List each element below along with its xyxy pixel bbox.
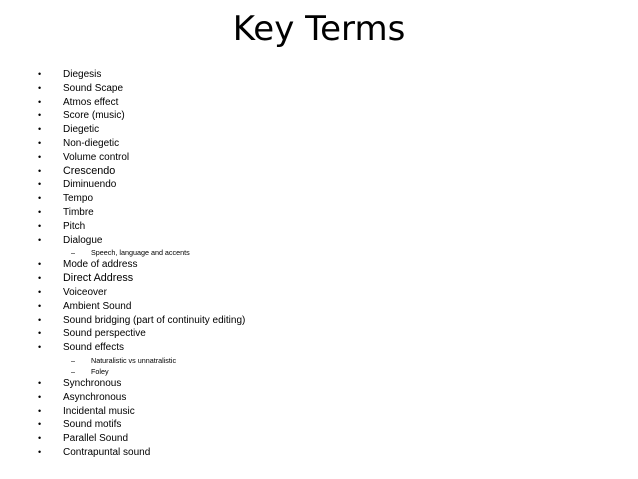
- term-label: Sound motifs: [63, 419, 122, 431]
- bullet-icon: •: [38, 165, 42, 176]
- list-item: [38, 137, 628, 151]
- term-label: Timbre: [63, 206, 94, 218]
- list-item: [38, 234, 628, 248]
- list-item: [38, 68, 628, 82]
- list-item: [38, 286, 628, 300]
- bullet-icon: •: [38, 206, 42, 217]
- bullet-icon: •: [38, 179, 42, 190]
- term-label: Contrapuntal sound: [63, 446, 151, 458]
- list-item: [38, 377, 628, 391]
- list-item: [38, 82, 628, 96]
- list-item: [38, 96, 628, 110]
- bullet-icon: •: [38, 234, 42, 245]
- dash-icon: –: [71, 355, 75, 365]
- list-item: [38, 405, 628, 419]
- list-item: [38, 123, 628, 137]
- bullet-icon: •: [38, 137, 42, 148]
- term-label: Score (music): [63, 110, 125, 122]
- list-item: [38, 178, 628, 192]
- list-item: [38, 272, 628, 286]
- term-label: Synchronous: [63, 377, 122, 389]
- list-item: [38, 391, 628, 405]
- bullet-icon: •: [38, 328, 42, 339]
- term-label: Voiceover: [63, 286, 107, 298]
- bullet-icon: •: [38, 419, 42, 430]
- term-label: Parallel Sound: [63, 433, 129, 445]
- key-terms-list: [38, 68, 628, 460]
- bullet-icon: •: [38, 391, 42, 402]
- bullet-icon: •: [38, 314, 42, 325]
- subterm-label: Naturalistic vs unnatralistic: [91, 355, 177, 365]
- term-label: Sound effects: [63, 342, 124, 354]
- list-item: [38, 206, 628, 220]
- list-item: [38, 327, 628, 341]
- sub-list-item: [38, 355, 628, 366]
- term-label: Sound perspective: [63, 328, 146, 340]
- list-item: [38, 165, 628, 179]
- term-label: Pitch: [63, 220, 86, 232]
- dash-icon: –: [71, 366, 75, 376]
- term-label: Direct Address: [63, 272, 134, 285]
- list-item: [38, 418, 628, 432]
- bullet-icon: •: [38, 193, 42, 204]
- sub-list-item: [38, 366, 628, 377]
- bullet-icon: •: [38, 110, 42, 121]
- bullet-icon: •: [38, 433, 42, 444]
- bullet-icon: •: [38, 405, 42, 416]
- list-item: [38, 446, 628, 460]
- subterm-label: Speech, language and accents: [91, 248, 190, 258]
- list-item: [38, 432, 628, 446]
- term-label: Sound Scape: [63, 82, 124, 94]
- term-label: Crescendo: [63, 164, 116, 177]
- term-label: Non-diegetic: [63, 137, 120, 149]
- term-label: Volume control: [63, 151, 130, 163]
- term-label: Diegesis: [63, 69, 102, 80]
- sub-list-item: [38, 247, 628, 258]
- bullet-icon: •: [38, 69, 42, 79]
- list-item: [38, 192, 628, 206]
- bullet-icon: •: [38, 82, 42, 93]
- list-item: [38, 109, 628, 123]
- list-item: [38, 220, 628, 234]
- bullet-icon: •: [38, 300, 42, 311]
- term-label: Tempo: [63, 193, 94, 205]
- slide-title: Key Terms: [232, 9, 406, 49]
- bullet-icon: •: [38, 220, 42, 231]
- list-item: [38, 258, 628, 272]
- list-item: [38, 151, 628, 165]
- bullet-icon: •: [38, 286, 42, 297]
- term-label: Sound bridging (part of continuity editing): [63, 314, 246, 326]
- term-label: Ambient Sound: [63, 300, 132, 312]
- term-label: Diminuendo: [63, 179, 117, 191]
- term-label: Asynchronous: [63, 391, 127, 403]
- bullet-icon: •: [38, 273, 42, 284]
- list-item: [38, 314, 628, 328]
- bullet-icon: •: [38, 259, 42, 270]
- term-label: Mode of address: [63, 259, 138, 271]
- term-label: Diegetic: [63, 124, 100, 136]
- bullet-icon: •: [38, 124, 42, 135]
- bullet-icon: •: [38, 342, 42, 353]
- list-item: [38, 300, 628, 314]
- bullet-icon: •: [38, 446, 42, 457]
- dash-icon: –: [71, 248, 75, 258]
- bullet-icon: •: [38, 151, 42, 162]
- term-label: Atmos effect: [63, 96, 119, 108]
- term-label: Incidental music: [63, 405, 135, 417]
- list-item: [38, 341, 628, 355]
- bullet-icon: •: [38, 96, 42, 107]
- bullet-icon: •: [38, 377, 42, 388]
- subterm-label: Foley: [91, 366, 109, 376]
- term-label: Dialogue: [63, 234, 103, 246]
